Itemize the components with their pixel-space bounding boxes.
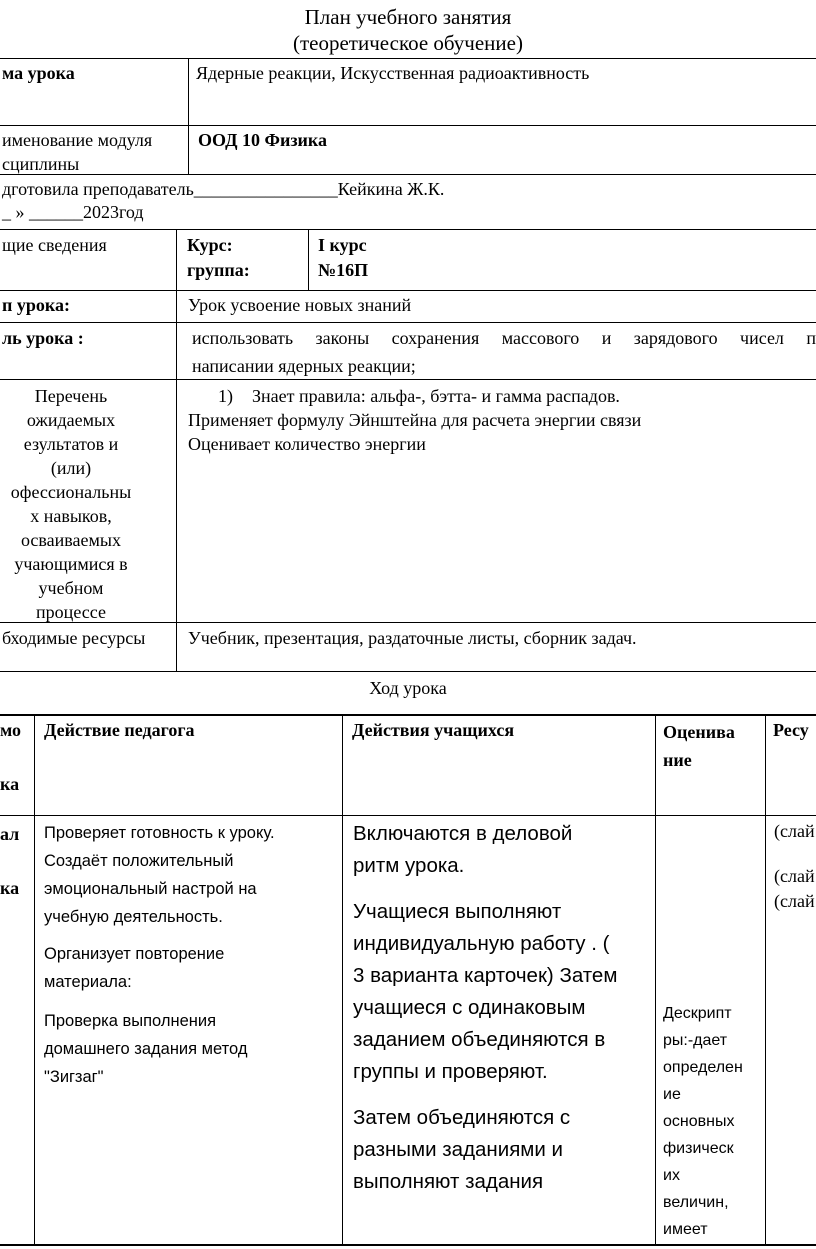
results-label: Перечень ожидаемых езультатов и (или) офессиональны х навыков, осваиваемых учающимися в учебном процессе xyxy=(10,386,132,622)
resource-slide-2: (слай xyxy=(774,866,815,886)
prepared-by: дготовила преподаватель________________Кейкина Ж.К. xyxy=(2,179,445,199)
goal-value-line2: написании ядерных реакции; xyxy=(192,356,416,376)
stage-name-line2: ка xyxy=(0,878,20,898)
resources-header: Ресу xyxy=(773,720,809,740)
assessment-descriptors: Дескрипт ры:-дает определен ие основных физическ их величин, имеет xyxy=(663,1005,743,1238)
teacher-paragraph-3: Проверка выполнения домашнего задания метод "Зигзаг" xyxy=(44,1012,248,1086)
results-list-item: Знает правила: альфа-, бэтта- и гамма распадов. xyxy=(252,386,620,406)
goal-value: использовать законы сохранения массового и зарядового чисел п xyxy=(192,328,816,348)
student-paragraph-3: Затем объединяются с разными заданиями и выполняют задания xyxy=(353,1106,571,1193)
student-actions xyxy=(353,818,617,1198)
teacher-actions xyxy=(44,819,275,1091)
stage-header: мо xyxy=(0,720,22,740)
resource-slide-1: (слай xyxy=(774,821,815,841)
teacher-paragraph-2: Организует повторение материала: xyxy=(44,945,225,991)
student-paragraph-2: Учащиеся выполняют индивидуальную работу . ( 3 варианта карточек) Затем учащиеся с одинаковым заданием объединяются в группы и проверяют. xyxy=(353,900,618,1083)
course-label: Курс: xyxy=(187,235,233,255)
teacher-paragraph-1: Проверяет готовность к уроку. Создаёт положительный эмоциональный настрой на учебную деятельность. xyxy=(44,824,275,926)
stage-name: ал xyxy=(0,824,20,844)
group-label: группа: xyxy=(187,260,250,280)
results-line-2: Применяет формулу Эйнштейна для расчета энергии связи xyxy=(188,410,642,430)
course-value: I курс xyxy=(318,235,367,255)
topic-label: ма урока xyxy=(2,63,75,83)
resources-value: Учебник, презентация, раздаточные листы, сборник задач. xyxy=(188,628,637,648)
date-line: _ » ______2023год xyxy=(2,202,144,222)
assessment-header: Оценива ние xyxy=(663,722,735,770)
lesson-heading: Ход урока xyxy=(369,678,447,698)
lesson-type-label: п урока: xyxy=(2,295,70,315)
lesson-type-value: Урок усвоение новых знаний xyxy=(188,295,412,315)
module-label-line2: сциплины xyxy=(2,154,80,174)
module-label: именование модуля xyxy=(2,130,153,150)
goal-label: ль урока : xyxy=(2,328,84,348)
module-value: ООД 10 Физика xyxy=(198,130,328,150)
results-line-3: Оценивает количество энергии xyxy=(188,434,426,454)
document-subtitle: (теоретическое обучение) xyxy=(293,31,523,55)
results-list-number: 1) xyxy=(218,386,233,406)
resources-label: бходимые ресурсы xyxy=(2,628,146,648)
topic-value: Ядерные реакции, Искусственная радиоактивность xyxy=(196,63,590,83)
general-info-label: щие сведения xyxy=(2,235,107,255)
student-paragraph-1: Включаются в деловой ритм урока. xyxy=(353,822,573,877)
group-value: №16П xyxy=(318,260,369,280)
stage-header-line2: ка xyxy=(0,774,20,794)
teacher-action-header: Действие педагога xyxy=(44,720,195,740)
document-title: План учебного занятия xyxy=(304,5,512,29)
student-action-header: Действия учащихся xyxy=(352,720,515,740)
resource-slide-3: (слай xyxy=(774,891,815,911)
